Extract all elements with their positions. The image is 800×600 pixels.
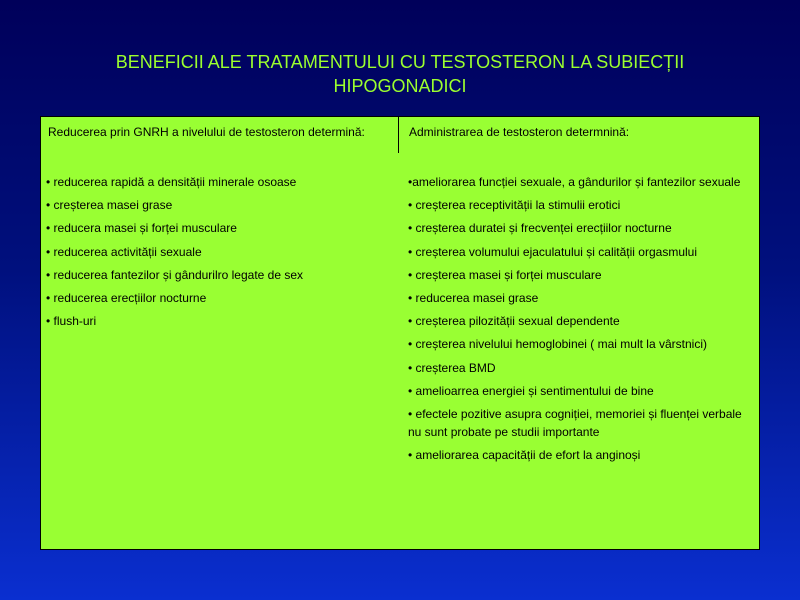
list-item: • creșterea nivelului hemoglobinei ( mai mult la vârstnici) — [408, 337, 707, 352]
list-item: • reducerea rapidă a densității minerale osoase — [46, 175, 297, 189]
list-item: • reducera masei și forței musculare — [46, 221, 237, 236]
list-item: • creșterea pilozității sexual dependente — [408, 314, 620, 329]
slide-title — [0, 50, 800, 98]
slide-title-line-1: BENEFICII ALE TRATAMENTULUI CU TESTOSTERON LA SUBIECȚII — [115, 52, 685, 72]
left-list — [46, 173, 303, 335]
list-item: • reducerea erecțiilor nocturne — [46, 290, 207, 305]
list-item: • creșterea volumului ejaculatului și calității orgasmului — [408, 244, 697, 259]
list-item: •ameliorarea funcției sexuale, a gândurilor și fantezilor sexuale — [408, 175, 741, 189]
list-item: • amelioarrea energiei și sentimentului de bine — [408, 383, 654, 398]
list-item: • creșterea duratei și frecvenței erecțiilor nocturne — [408, 221, 672, 236]
list-item: • reducerea fantezilor și gândurilro legate de sex — [46, 267, 304, 282]
list-item: • creșterea masei grase — [46, 198, 173, 213]
slide-title-line-2: HIPOGONADICI — [333, 76, 467, 96]
list-item: • creșterea BMD — [408, 360, 496, 375]
left-column-header: Reducerea prin GNRH a nivelului de testosteron determină: — [48, 125, 365, 139]
left-column — [41, 117, 398, 329]
list-item: • efectele pozitive asupra cogniției, memoriei și fluenței verbale nu sunt probate pe studii importante — [408, 406, 742, 439]
list-item: • reducerea masei grase — [408, 290, 539, 305]
right-list — [408, 173, 748, 469]
list-item: • creșterea receptivității la stimulii erotici — [408, 198, 621, 213]
list-item: • ameliorarea capacității de efort la anginoși — [408, 448, 641, 463]
list-item: • reducerea activității sexuale — [46, 244, 202, 259]
list-item: • flush-uri — [46, 314, 97, 329]
comparison-table — [40, 116, 760, 550]
list-item: • creșterea masei și forței musculare — [408, 267, 602, 282]
right-column — [399, 117, 759, 463]
right-column-header: Administrarea de testosteron determnină: — [409, 125, 630, 139]
